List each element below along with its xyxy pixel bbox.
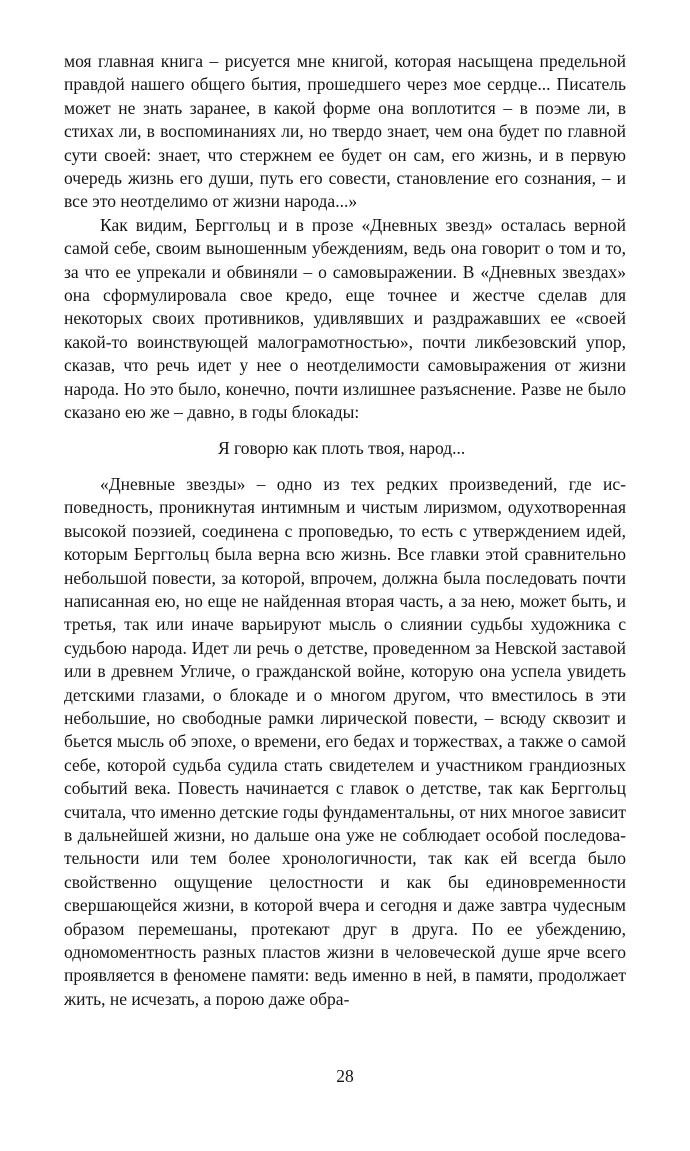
poem-quote: Я говорю как плоть твоя, народ...: [218, 437, 466, 458]
paragraph-dnevnye-zvezdy: «Дневные звезды» – одно из тех редких произведений, где исповедность, проникнутая интимным и чистым лиризмом, одухотворенная высокой поэзией, соединена с проповедью, то есть с утверждением идей, которым Берггольц была верна всю жизнь. Все главки этой сравнительно небольшой повести, за которой, впрочем, должна была последовать почти написанная ею, но еще не найденная вторая часть, а за нею, может быть, и третья, так или иначе варьируют мысль о слиянии судьбы художника с судьбою народа. Идет ли речь о детстве, проведенном за Невской заставой или в древнем Угличе, о гражданской войне, которую она успела увидеть детскими глазами, о блокаде и о многом другом, что вместилось в эти небольшие, но свободные рамки лирической повести, – всюду сквозит и бьется мысль об эпохе, о времени, его бедах и торжествах, а также о самой себе, которой судьба судила стать свидетелем и участником грандиозных событий века. Повесть начинается с главок о детстве, так как Берггольц считала, что именно детские годы фундаментальны, от них многое зависит в дальнейшей жизни, но дальше она уже не соблюдает особой последовательности или тем более хронологичности, так как ей всегда было свойственно ощущение целостности и как бы единовременности свершающейся жизни, в которой вчера и сегодня и даже завтра чудесным образом перемешаны, протекают друг в друга. По ее убеждению, одномоментность разных пластов жизни в человеческой душе ярче всего проявляется в феномене памяти: ведь именно в ней, в памяти, продолжает жить, не исчезать, а порою даже обра-: [64, 473, 626, 1009]
paragraph-berggolts-prose: Как видим, Берггольц и в прозе «Дневных звезд» осталась верной самой себе, своим выношенным убеждениям, ведь она говорит о том и то, за что ее упрекали и обвиняли – о самовыражении. В «Дневных звездах» она сформулировала свое кредо, еще точнее и жестче сделав для некоторых своих противников, удивлявших и раздражавших ее «своей какой-то воинствующей малограмотностью», почти ликбезовский упор, сказав, что речь идет у нее о неотделимости самовыражения от жизни народа. Но это было, конечно, почти излишнее разъяснение. Разве не было сказано ею же – давно, в годы блокады:: [64, 214, 626, 423]
page-body: [64, 50, 626, 1011]
page-number: 28: [336, 1066, 354, 1086]
paragraph-continuation: моя главная книга – рисуется мне книгой, которая насыщена предельной правдой нашего общего бытия, прошедшего через мое сердце... Писатель может не знать заранее, в какой форме она воплотится – в поэме ли, в стихах ли, в воспоминаниях ли, но твердо знает, чем она будет по главной сути своей: знает, что стержнем ее будет он сам, его жизнь, и в первую очередь жизнь его души, путь его совести, становление его сознания, – и все это неотделимо от жизни народа...»: [64, 51, 626, 212]
